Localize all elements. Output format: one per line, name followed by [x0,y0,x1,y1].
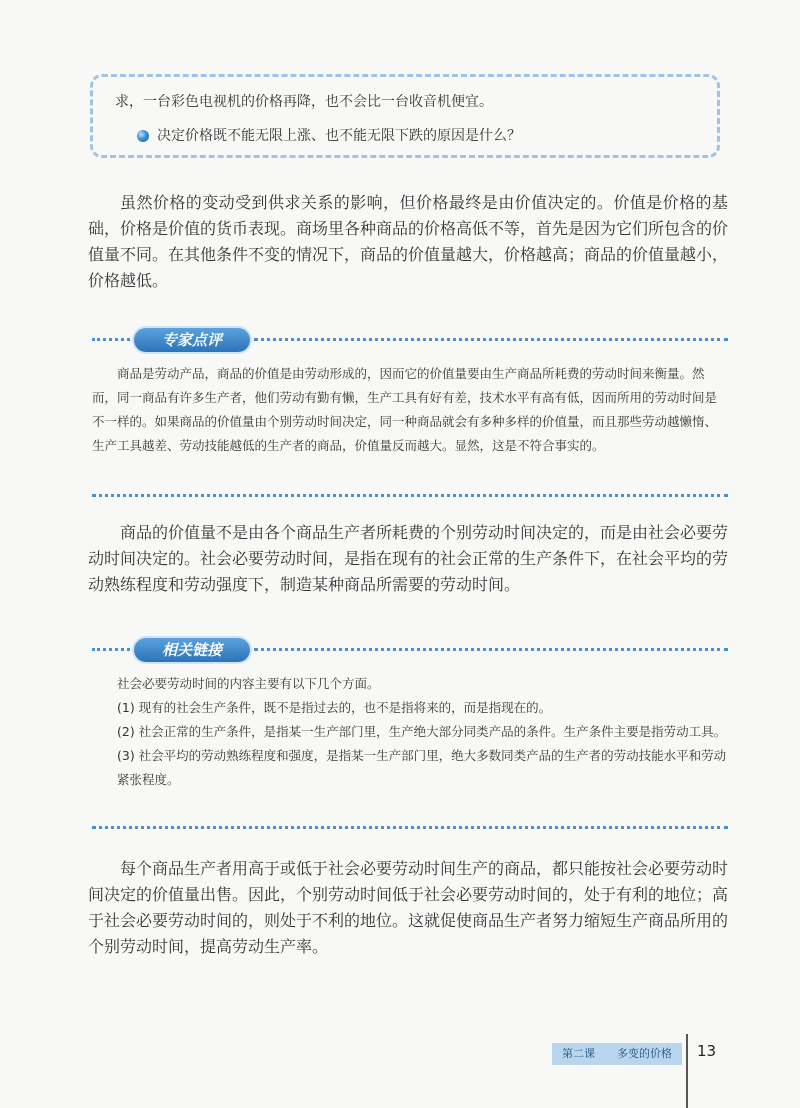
expert-review-body [92,362,728,458]
related-links-bottom-rule [92,826,728,829]
footer-lesson: 第二课 [562,1047,595,1060]
related-links-item-3: (3) 社会平均的劳动熟练程度和强度，是指某一生产部门里，绝大多数同类产品的生产者的劳动技能水平和劳动紧张程度。 [117,748,727,787]
body-paragraph-3: 每个商品生产者用高于或低于社会必要劳动时间生产的商品，都只能按社会必要劳动时间决定的价值量出售。因此，个别劳动时间低于社会必要劳动时间的，处于有利的地位；高于社会必要劳动时间的，则处于不利的地位。这就促使商品生产者努力缩短生产商品所用的个别劳动时间，提高劳动生产率。 [88,859,729,956]
question-box [90,74,720,158]
related-links-item-2: (2) 社会正常的生产条件，是指某一生产部门里，生产绝大部分同类产品的条件。生产条件主要是指劳动工具。 [117,724,727,739]
question-box-text: 求，一台彩色电视机的价格再降，也不会比一台收音机便宜。 [115,94,493,110]
header-dots-right [254,648,728,651]
question-line [115,125,699,147]
related-links-intro: 社会必要劳动时间的内容主要有以下几个方面。 [117,676,380,691]
related-links-title: 相关链接 [134,638,250,662]
expert-review-bottom-rule [92,494,728,497]
expert-review-header [92,328,728,350]
header-dots-left [92,648,130,651]
expert-review-title: 专家点评 [134,328,250,352]
question-text: 决定价格既不能无限上涨、也不能无限下跌的原因是什么？ [157,128,521,144]
header-dots-left [92,338,130,341]
chapter-footer-bar [552,1043,682,1065]
body-paragraph-1: 虽然价格的变动受到供求关系的影响，但价格最终是由价值决定的。价值是价格的基础，价格是价值的货币表现。商场里各种商品的价格高低不等，首先是因为它们所包含的价值量不同。在其他条件不变的情况下，商品的价值量越大，价格越高；商品的价值量越小，价格越低。 [88,193,729,290]
page-number: 13 [697,1042,717,1060]
footer-lesson-title: 多变的价格 [617,1047,672,1060]
related-links-item-1: (1) 现有的社会生产条件，既不是指过去的，也不是指将来的，而是指现在的。 [117,700,552,715]
header-dots-right [254,338,728,341]
body-paragraph-2: 商品的价值量不是由各个商品生产者所耗费的个别劳动时间决定的，而是由社会必要劳动时间决定的。社会必要劳动时间，是指在现有的社会正常的生产条件下，在社会平均的劳动熟练程度和劳动强度下，制造某种商品所需要的劳动时间。 [88,523,729,594]
footer-divider [686,1034,688,1108]
question-bullet-icon [137,130,149,142]
related-links-body [92,672,728,792]
expert-review-text: 商品是劳动产品，商品的价值是由劳动形成的，因而它的价值量要由生产商品所耗费的劳动时间来衡量。然而，同一商品有许多生产者，他们劳动有勤有懒，生产工具有好有差，技术水平有高有低，因而所用的劳动时间是不一样的。如果商品的价值量由个别劳动时间决定，同一种商品就会有多种多样的价值量，而且那些劳动越懒惰、生产工具越差、劳动技能越低的生产者的商品，价值量反而越大。显然，这是不符合事实的。 [92,366,718,453]
related-links-header [92,638,728,660]
